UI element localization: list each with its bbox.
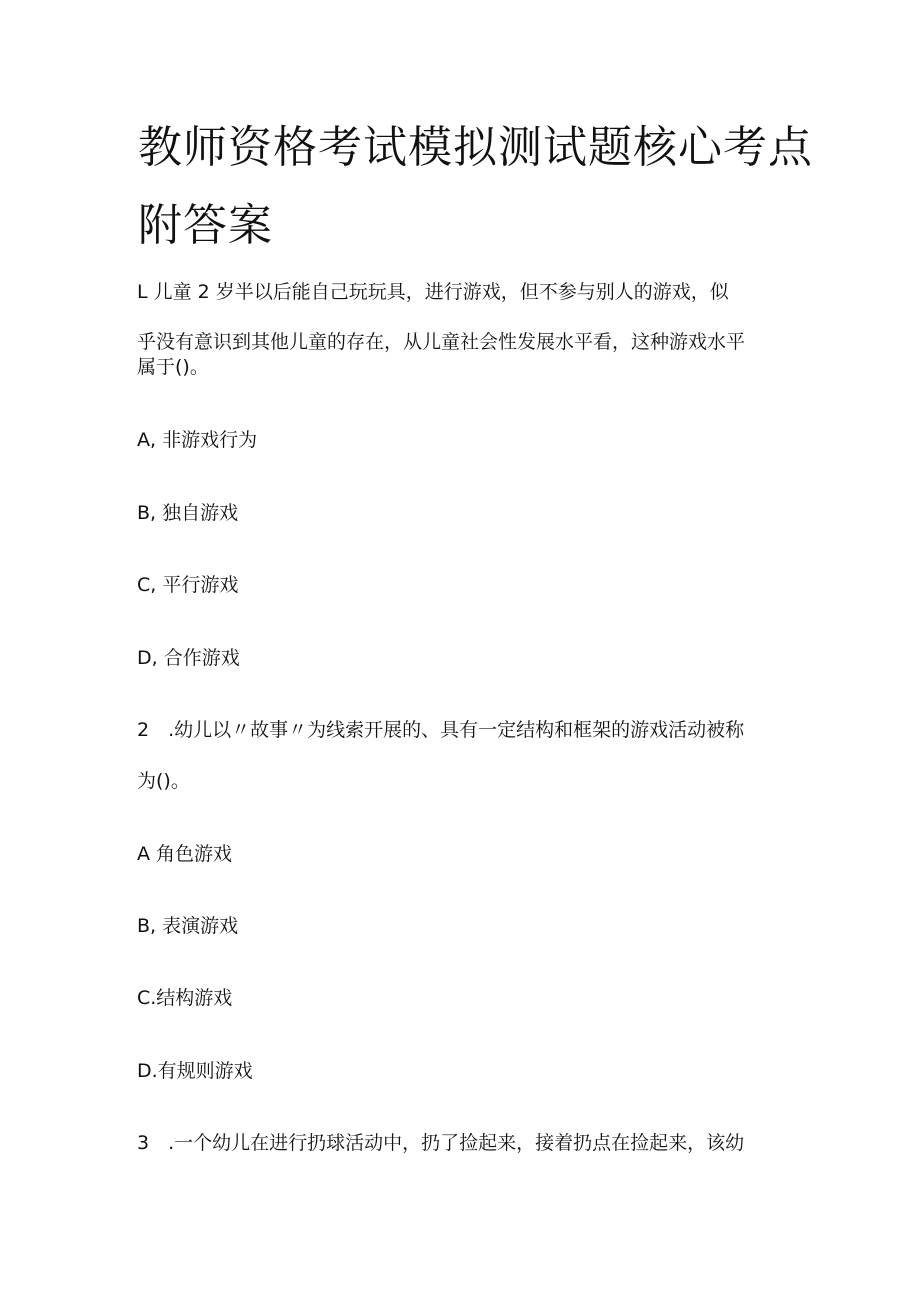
question-1-option-b: B, 独自游戏: [137, 502, 239, 524]
question-1-option-c: C, 平行游戏: [137, 574, 239, 596]
question-2-option-c: C.结构游戏: [137, 987, 233, 1009]
question-2-option-a: A 角色游戏: [137, 843, 233, 865]
question-1-option-d: D, 合作游戏: [137, 647, 240, 669]
question-1-stem-line-1: L 儿童 2 岁半以后能自己玩玩具，进行游戏，但不参与别人的游戏，似: [137, 281, 729, 303]
document-title-line-2: 附答案: [138, 200, 273, 251]
document-title-line-1: 教师资格考试模拟测试题核心考点: [138, 122, 813, 173]
question-2-stem-line-1: 2 .幼儿以〃故事〃为线索开展的、具有一定结构和框架的游戏活动被称: [137, 719, 745, 741]
question-2-option-d: D.有规则游戏: [137, 1060, 253, 1082]
question-1-stem-line-3: 属于()。: [137, 356, 209, 378]
question-3-stem-line-1: 3 .一个幼儿在进行扔球活动中，扔了捡起来，接着扔点在捡起来，该幼: [137, 1132, 745, 1154]
question-2-stem-line-2: 为()。: [137, 770, 190, 792]
question-2-option-b: B, 表演游戏: [137, 915, 239, 937]
question-1-option-a: A, 非游戏行为: [137, 429, 258, 451]
question-1-stem-line-2: 乎没有意识到其他儿童的存在，从儿童社会性发展水平看，这种游戏水平: [137, 331, 746, 353]
